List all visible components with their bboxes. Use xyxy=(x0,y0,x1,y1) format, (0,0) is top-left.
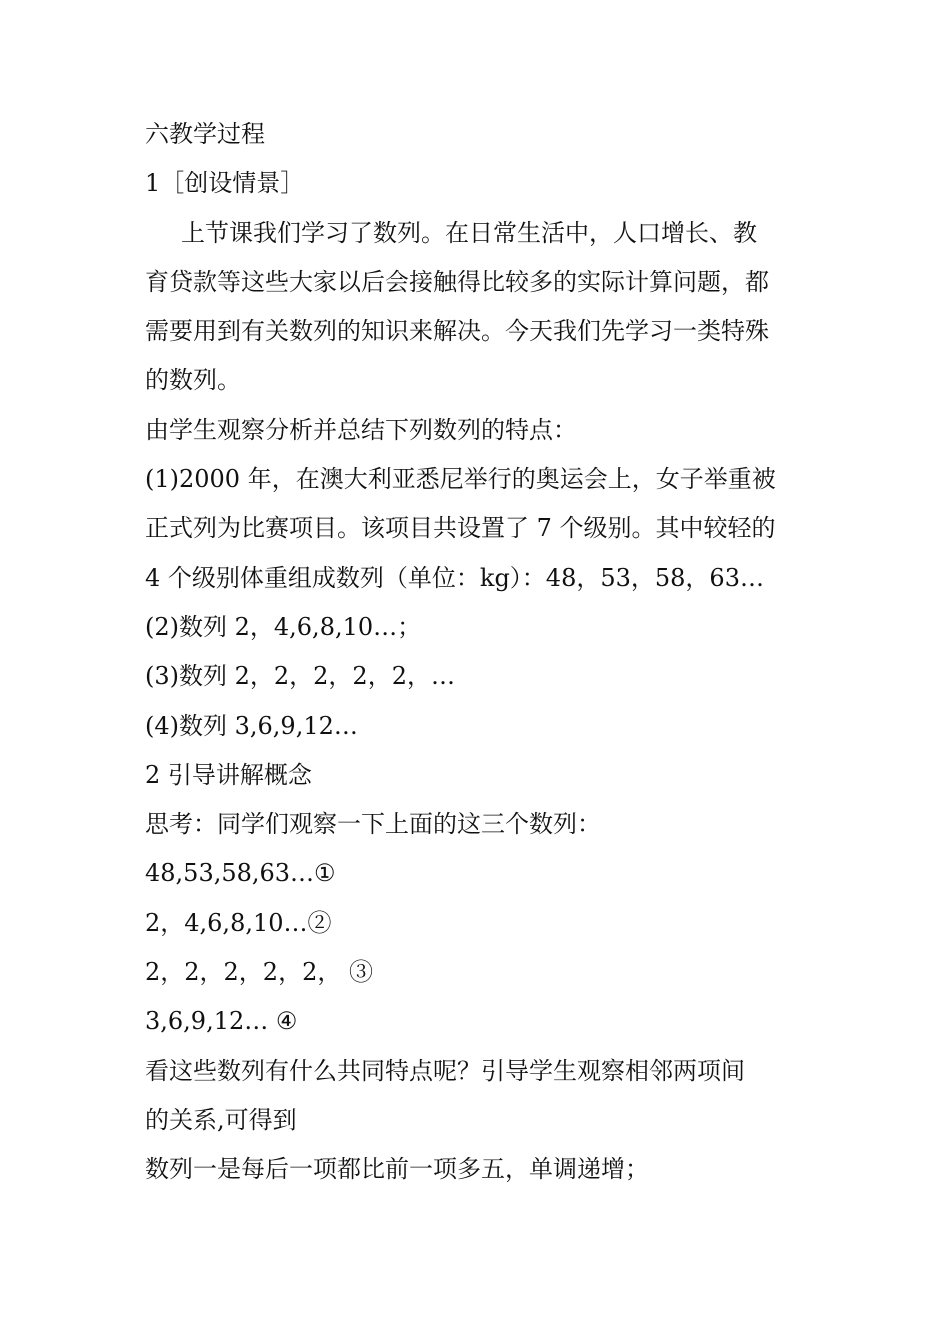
list-item: (1)2000 年，在澳大利亚悉尼举行的奥运会上，女子举重被 xyxy=(145,465,776,494)
sequence-line: 3,6,9,12… ④ xyxy=(145,1007,298,1036)
list-item: 4 个级别体重组成数列（单位：kg）：48，53，58，63… xyxy=(145,563,764,592)
section-heading: 六教学过程 xyxy=(145,120,265,148)
list-item: 正式列为比赛项目。该项目共设置了 7 个级别。其中较轻的 xyxy=(145,514,776,543)
list-item: (3)数列 2，2，2，2，2，… xyxy=(145,662,455,691)
paragraph-line: 上节课我们学习了数列。在日常生活中，人口增长、教 xyxy=(181,218,757,247)
paragraph-line: 思考：同学们观察一下上面的这三个数列： xyxy=(145,810,601,839)
paragraph-line: 由学生观察分析并总结下列数列的特点： xyxy=(145,415,577,444)
paragraph-line: 育贷款等这些大家以后会接触得比较多的实际计算问题，都 xyxy=(145,267,769,296)
paragraph-line: 的关系,可得到 xyxy=(145,1105,297,1134)
sequence-line: 2，4,6,8,10…② xyxy=(145,908,332,937)
sequence-line: 48,53,58,63…① xyxy=(145,859,336,888)
subsection-heading: 2 引导讲解概念 xyxy=(145,760,312,789)
list-item: (2)数列 2，4,6,8,10…； xyxy=(145,612,422,641)
subsection-heading: 1［创设情景］ xyxy=(145,169,305,198)
paragraph-line: 需要用到有关数列的知识来解决。今天我们先学习一类特殊 xyxy=(145,317,769,346)
paragraph-line: 的数列。 xyxy=(145,366,241,395)
sequence-line: 2，2，2，2，2， ③ xyxy=(145,958,373,987)
document-body xyxy=(145,110,810,1195)
list-item: (4)数列 3,6,9,12… xyxy=(145,711,358,740)
paragraph-line: 数列一是每后一项都比前一项多五，单调递增； xyxy=(145,1155,649,1184)
paragraph-line: 看这些数列有什么共同特点呢？引导学生观察相邻两项间 xyxy=(145,1056,745,1085)
